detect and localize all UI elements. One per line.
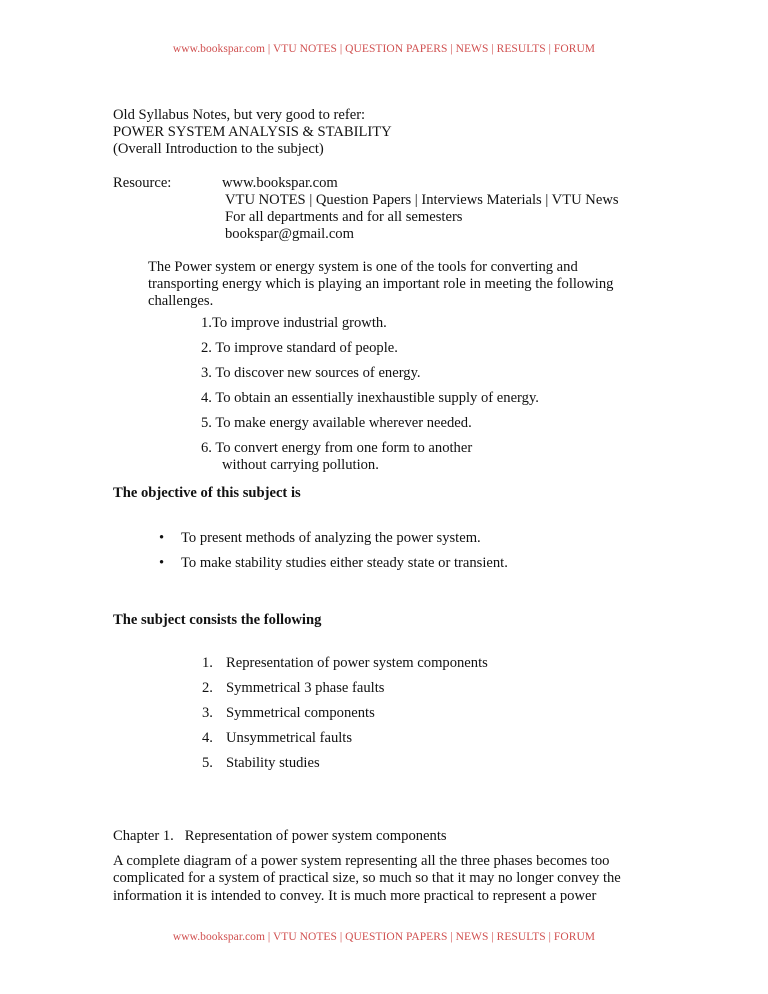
resource-categories: VTU NOTES | Question Papers | Interviews Materials | VTU News <box>225 192 619 208</box>
resource-email: bookspar@gmail.com <box>225 226 354 242</box>
objective-heading: The objective of this subject is <box>113 485 301 501</box>
intro-paragraph: The Power system or energy system is one of the tools for converting and transporting energy which is playing an important role in meeting the following challenges. <box>148 259 614 310</box>
footer-banner: www.bookspar.com | VTU NOTES | QUESTION PAPERS | NEWS | RESULTS | FORUM <box>172 931 596 943</box>
resource-departments: For all departments and for all semesters <box>225 209 463 225</box>
resource-label: Resource: <box>113 175 172 191</box>
subject-heading: The subject consists the following <box>113 612 322 628</box>
document-title: POWER SYSTEM ANALYSIS & STABILITY <box>113 124 392 140</box>
challenge-item: 3. To discover new sources of energy. <box>201 365 421 381</box>
subject-item-number: 1. <box>202 655 213 671</box>
subject-item: Symmetrical 3 phase faults <box>226 680 385 696</box>
header-banner: www.bookspar.com | VTU NOTES | QUESTION PAPERS | NEWS | RESULTS | FORUM <box>172 43 596 55</box>
chapter-paragraph: A complete diagram of a power system representing all the three phases becomes too complicated for a system of practical size, so much so that it may no longer convey the information it is intended to convey. It is much more practical to represent a power <box>113 853 621 904</box>
challenge-item: 6. To convert energy from one form to another <box>201 440 473 456</box>
subject-item-number: 2. <box>202 680 213 696</box>
intro-note: Old Syllabus Notes, but very good to refer: <box>113 107 366 123</box>
subject-item: Representation of power system components <box>226 655 488 671</box>
challenge-item-continuation: without carrying pollution. <box>222 457 379 473</box>
chapter-title: Chapter 1. Representation of power system components <box>113 828 447 844</box>
objective-item: To make stability studies either steady state or transient. <box>181 555 508 571</box>
subject-item: Unsymmetrical faults <box>226 730 353 746</box>
resource-website: www.bookspar.com <box>222 175 338 191</box>
subject-item: Stability studies <box>226 755 320 771</box>
challenge-item: 1.To improve industrial growth. <box>201 315 387 331</box>
challenge-item: 5. To make energy available wherever needed. <box>201 415 472 431</box>
subject-item-number: 3. <box>202 705 213 721</box>
bullet-icon: • <box>159 530 165 546</box>
document-subtitle: (Overall Introduction to the subject) <box>113 141 324 157</box>
subject-item-number: 4. <box>202 730 213 746</box>
objective-item: To present methods of analyzing the power system. <box>181 530 481 546</box>
challenge-item: 2. To improve standard of people. <box>201 340 398 356</box>
subject-item-number: 5. <box>202 755 213 771</box>
subject-item: Symmetrical components <box>226 705 375 721</box>
challenge-item: 4. To obtain an essentially inexhaustible supply of energy. <box>201 390 539 406</box>
bullet-icon: • <box>159 555 165 571</box>
